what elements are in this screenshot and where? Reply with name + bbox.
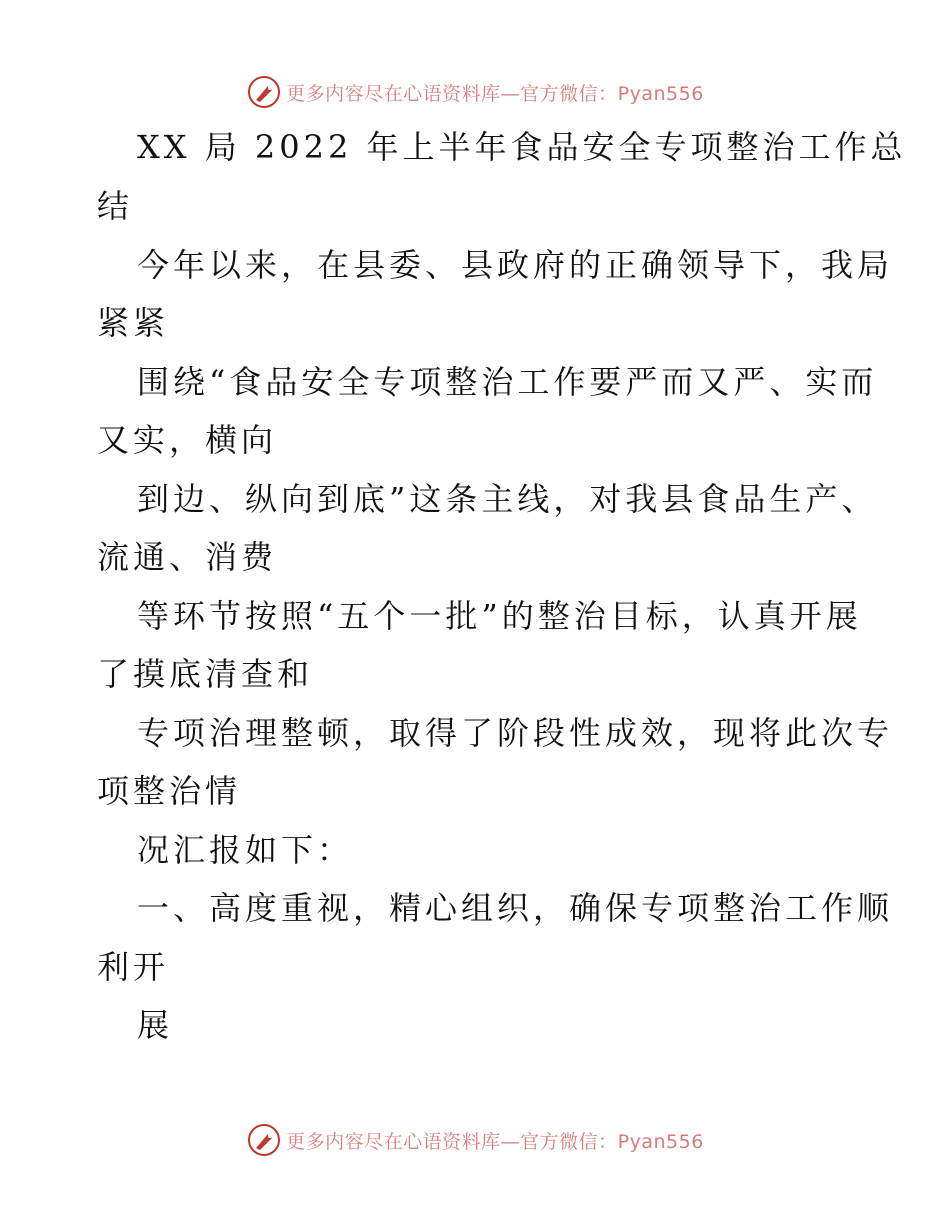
watermark-handle: Pyan556 xyxy=(617,1130,704,1153)
paragraph-line: 今年以来，在县委、县政府的正确领导下，我局 xyxy=(137,246,894,284)
section-heading-line: 展 xyxy=(137,1006,174,1044)
paragraph-line: 流通、消费 xyxy=(97,538,278,576)
paragraph-line: 到边、纵向到底”这条主线，对我县食品生产、 xyxy=(137,480,878,518)
watermark-text xyxy=(286,79,704,106)
paragraph-line: 了摸底清查和 xyxy=(97,655,314,693)
paragraph-line: 围绕“食品安全专项整治工作要严而又严、实而 xyxy=(137,363,878,401)
paragraph-line: 等环节按照“五个一批”的整治目标，认真开展 xyxy=(137,597,862,635)
paragraph-line: 紧紧 xyxy=(97,304,170,342)
paragraph-line: 专项治理整顿，取得了阶段性成效，现将此次专 xyxy=(137,714,894,752)
pen-nib-circle-icon xyxy=(246,74,282,110)
section-heading-line: 一、高度重视，精心组织，确保专项整治工作顺 xyxy=(137,889,894,927)
watermark-label: 更多内容尽在心语资料库—官方微信： xyxy=(286,82,618,105)
watermark-text xyxy=(286,1127,704,1154)
paragraph-line: 又实，横向 xyxy=(97,421,278,459)
document-title-line-1: XX 局 2022 年上半年食品安全专项整治工作总 xyxy=(137,128,907,166)
document-title-line-2: 结 xyxy=(97,187,134,225)
pen-nib-circle-icon xyxy=(246,1122,282,1158)
paragraph-line: 况汇报如下： xyxy=(137,831,354,869)
watermark-header xyxy=(0,72,950,112)
watermark-label: 更多内容尽在心语资料库—官方微信： xyxy=(286,1130,618,1153)
section-heading-line: 利开 xyxy=(97,948,170,986)
paragraph-line: 项整治情 xyxy=(97,772,242,810)
watermark-handle: Pyan556 xyxy=(617,82,704,105)
watermark-footer xyxy=(0,1120,950,1160)
